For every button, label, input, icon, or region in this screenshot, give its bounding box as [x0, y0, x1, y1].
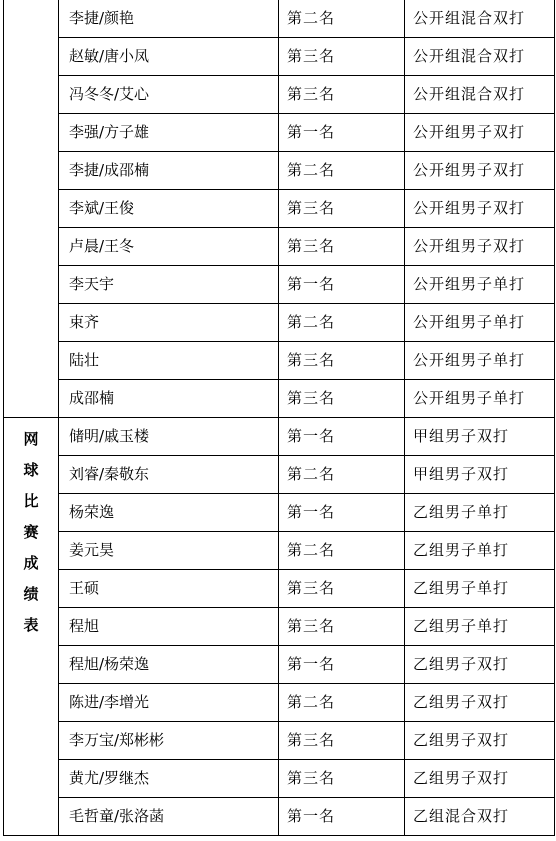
event: 乙组男子单打: [405, 494, 555, 532]
event: 乙组男子双打: [405, 760, 555, 798]
rank: 第三名: [279, 76, 405, 114]
table-row: [4, 722, 555, 760]
event: 乙组男子单打: [405, 608, 555, 646]
event: 公开组男子双打: [405, 152, 555, 190]
section-title-char: 赛: [23, 523, 39, 541]
player-names: 程旭: [59, 608, 279, 646]
rank: 第一名: [279, 114, 405, 152]
player-names: 李强/方子雄: [59, 114, 279, 152]
results-table-body: [4, 0, 555, 836]
rank: 第三名: [279, 342, 405, 380]
rank: 第三名: [279, 570, 405, 608]
rank: 第一名: [279, 646, 405, 684]
rank: 第二名: [279, 0, 405, 38]
event: 公开组混合双打: [405, 76, 555, 114]
table-row: [4, 798, 555, 836]
event: 公开组混合双打: [405, 0, 555, 38]
event: 乙组男子双打: [405, 646, 555, 684]
player-names: 陈进/李增光: [59, 684, 279, 722]
table-row: [4, 114, 555, 152]
player-names: 毛哲童/张洛菡: [59, 798, 279, 836]
table-row: [4, 418, 555, 456]
event: 乙组男子双打: [405, 684, 555, 722]
table-row: [4, 684, 555, 722]
table-row: [4, 152, 555, 190]
rank: 第一名: [279, 798, 405, 836]
table-row: [4, 228, 555, 266]
player-names: 刘睿/秦敬东: [59, 456, 279, 494]
player-names: 姜元昊: [59, 532, 279, 570]
player-names: 李天宇: [59, 266, 279, 304]
table-row: [4, 380, 555, 418]
player-names: 王硕: [59, 570, 279, 608]
section-title-char: 成: [23, 554, 39, 572]
rank: 第三名: [279, 760, 405, 798]
event: 公开组男子双打: [405, 114, 555, 152]
player-names: 储明/戚玉楼: [59, 418, 279, 456]
section-title-char: 球: [23, 461, 39, 479]
rank: 第二名: [279, 532, 405, 570]
table-row: [4, 304, 555, 342]
rank: 第一名: [279, 418, 405, 456]
table-row: [4, 0, 555, 38]
event: 甲组男子双打: [405, 418, 555, 456]
player-names: 赵敏/唐小凤: [59, 38, 279, 76]
section-title: [4, 428, 58, 645]
player-names: 李斌/王俊: [59, 190, 279, 228]
rank: 第二名: [279, 456, 405, 494]
player-names: 李捷/成邵楠: [59, 152, 279, 190]
player-names: 陆壮: [59, 342, 279, 380]
table-row: [4, 646, 555, 684]
table-row: [4, 494, 555, 532]
player-names: 杨荣逸: [59, 494, 279, 532]
section-title-char: 表: [23, 616, 39, 634]
section-title-cell: [4, 418, 59, 836]
rank: 第三名: [279, 722, 405, 760]
player-names: 束齐: [59, 304, 279, 342]
rank: 第二名: [279, 684, 405, 722]
table-row: [4, 760, 555, 798]
event: 公开组混合双打: [405, 38, 555, 76]
player-names: 卢晨/王冬: [59, 228, 279, 266]
rank: 第三名: [279, 380, 405, 418]
rank: 第三名: [279, 38, 405, 76]
table-row: [4, 532, 555, 570]
event: 公开组男子单打: [405, 266, 555, 304]
event: 乙组男子单打: [405, 532, 555, 570]
rank: 第三名: [279, 228, 405, 266]
table-row: [4, 76, 555, 114]
event: 甲组男子双打: [405, 456, 555, 494]
event: 公开组男子双打: [405, 190, 555, 228]
event: 乙组男子双打: [405, 722, 555, 760]
event: 公开组男子双打: [405, 228, 555, 266]
section-title-char: 网: [23, 430, 39, 448]
rank: 第三名: [279, 190, 405, 228]
section-cell-continued: [4, 0, 59, 418]
table-row: [4, 608, 555, 646]
table-row: [4, 456, 555, 494]
rank: 第一名: [279, 266, 405, 304]
player-names: 程旭/杨荣逸: [59, 646, 279, 684]
player-names: 李捷/颜艳: [59, 0, 279, 38]
event: 乙组男子单打: [405, 570, 555, 608]
table-row: [4, 38, 555, 76]
rank: 第一名: [279, 494, 405, 532]
table-row: [4, 266, 555, 304]
event: 公开组男子单打: [405, 342, 555, 380]
player-names: 黄尤/罗继杰: [59, 760, 279, 798]
results-table: [3, 0, 555, 836]
player-names: 成邵楠: [59, 380, 279, 418]
section-title-char: 绩: [23, 585, 39, 603]
event: 乙组混合双打: [405, 798, 555, 836]
player-names: 冯冬冬/艾心: [59, 76, 279, 114]
rank: 第二名: [279, 304, 405, 342]
event: 公开组男子单打: [405, 304, 555, 342]
section-title-char: 比: [23, 492, 39, 510]
rank: 第二名: [279, 152, 405, 190]
player-names: 李万宝/郑彬彬: [59, 722, 279, 760]
rank: 第三名: [279, 608, 405, 646]
table-row: [4, 342, 555, 380]
event: 公开组男子单打: [405, 380, 555, 418]
table-row: [4, 190, 555, 228]
table-row: [4, 570, 555, 608]
